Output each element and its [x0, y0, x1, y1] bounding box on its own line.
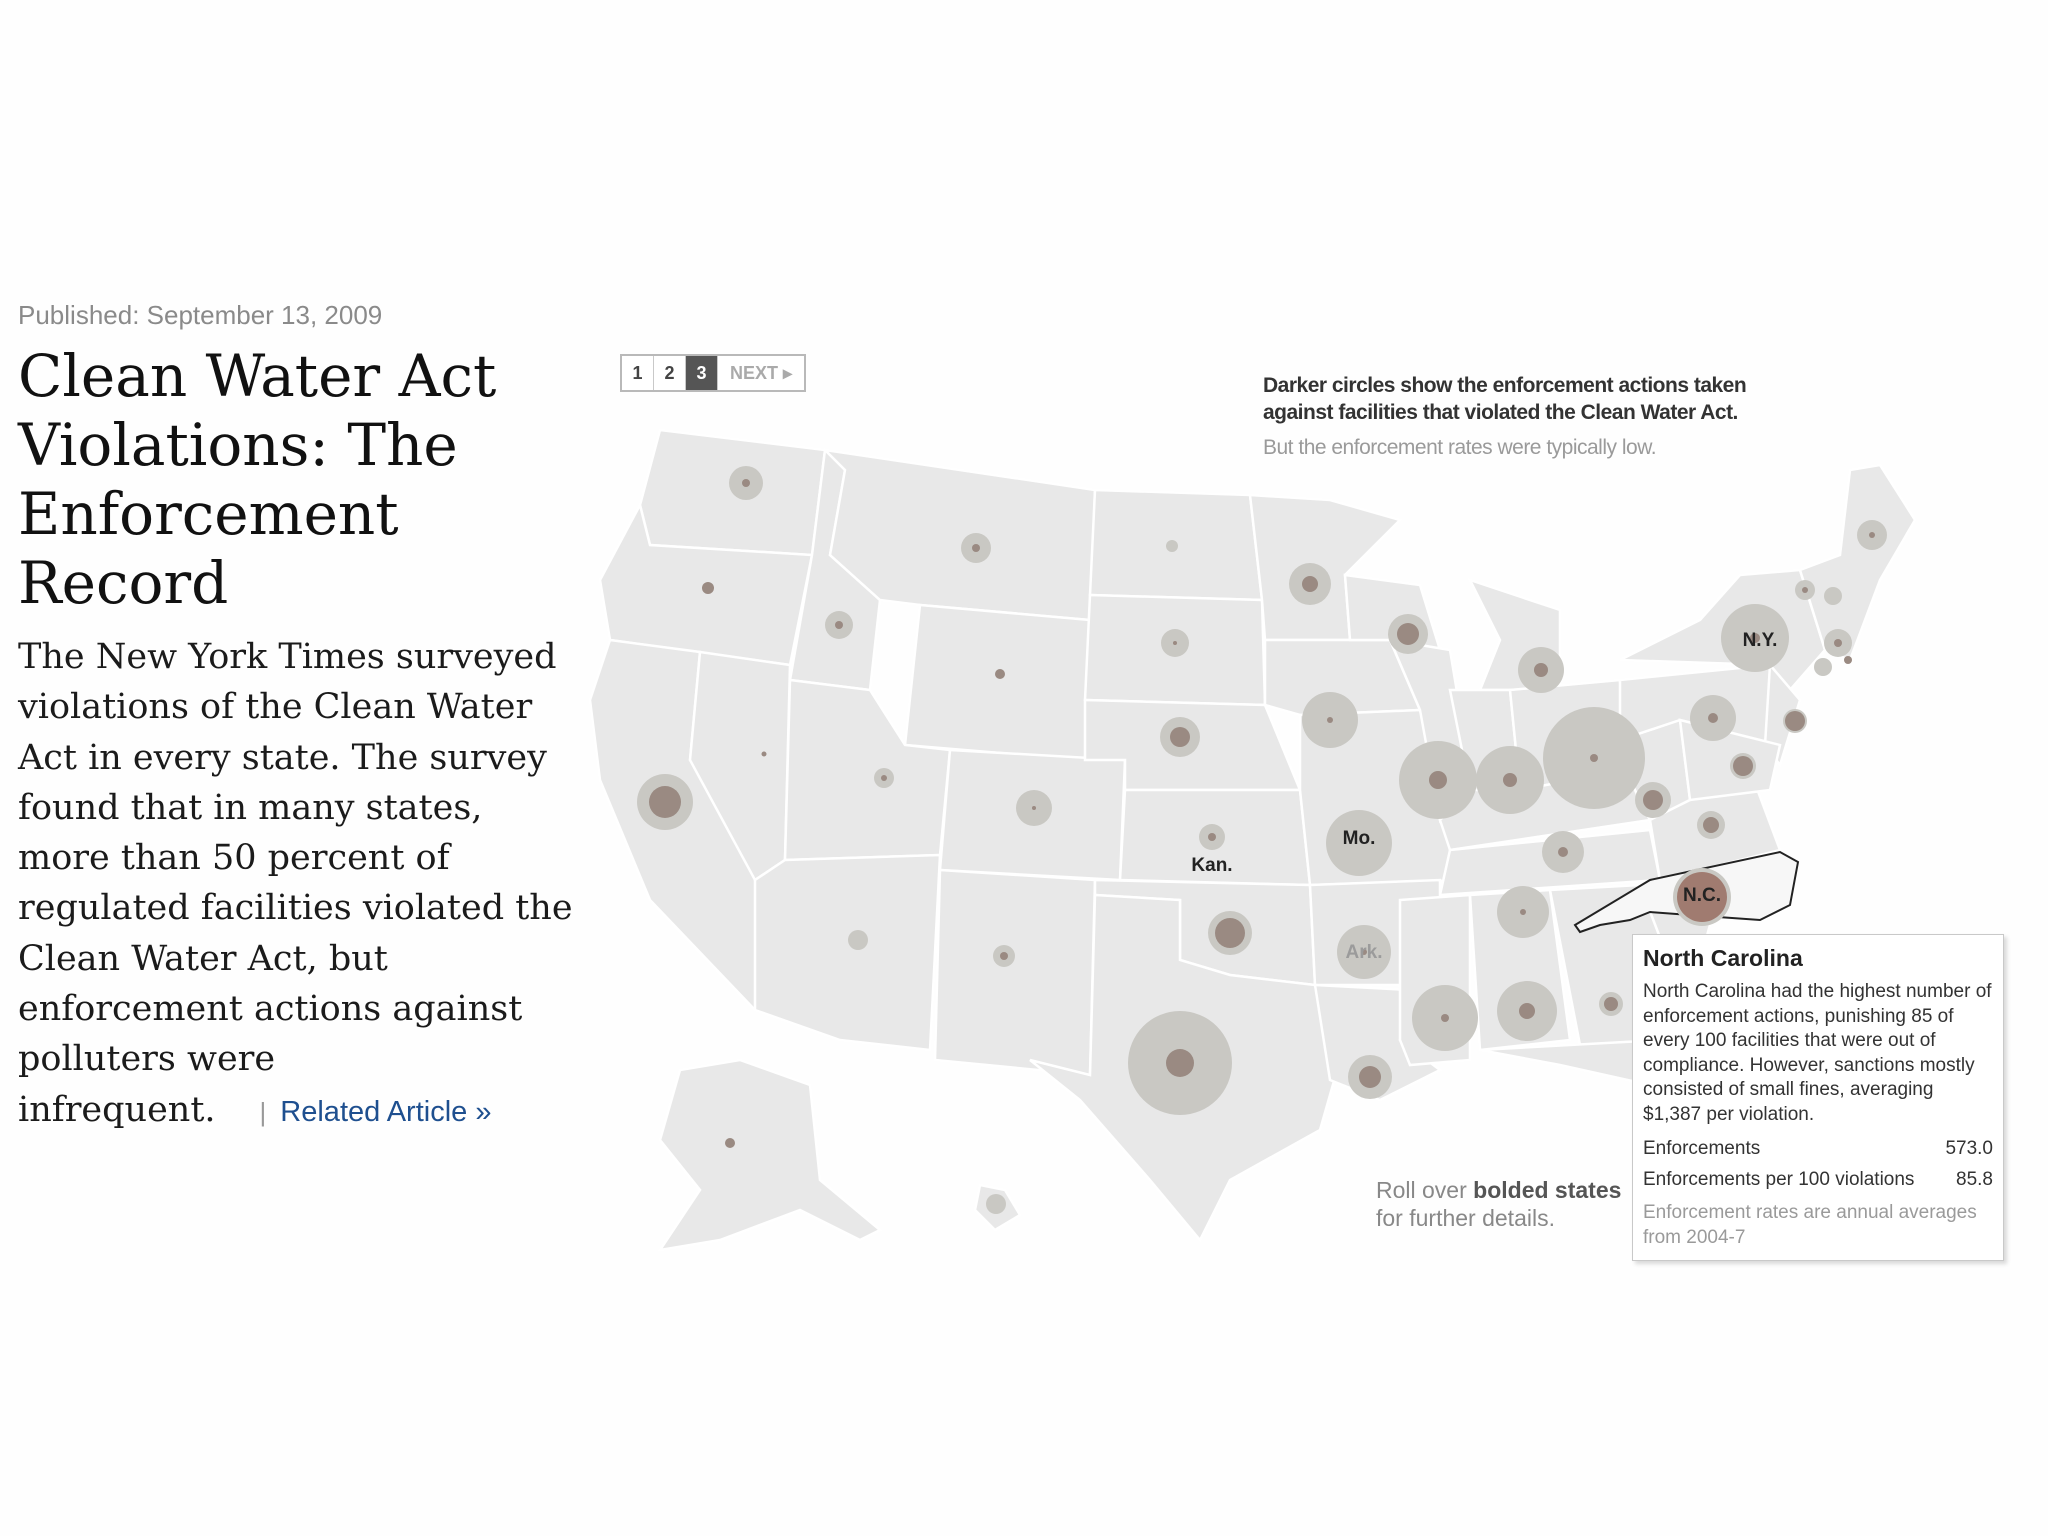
dot-ohio [1590, 754, 1598, 762]
dot-georgia [1604, 997, 1618, 1011]
dot-west-virginia [1643, 790, 1663, 810]
dot-alabama [1519, 1003, 1535, 1019]
dot-kansas [1208, 833, 1216, 841]
tooltip-row-enforcements [1643, 1133, 1993, 1164]
dot-nebraska [1170, 727, 1190, 747]
intro-text: The New York Times surveyed violations of the Clean Water Act in every state. The survey found that in many states, more than 50 percent of regulated facilities violated the Clean Water Act, but enforcement actions against polluters were infrequent. [18, 637, 573, 1130]
tooltip-footnote: Enforcement rates are annual averages from 2004-7 [1643, 1202, 1977, 1248]
dot-pennsylvania [1708, 713, 1718, 723]
dot-washington [742, 479, 750, 487]
dot-iowa [1327, 717, 1333, 723]
link-separator: | [259, 1096, 267, 1127]
state-new-mexico[interactable] [935, 870, 1095, 1075]
rollover-bold: bolded states [1473, 1177, 1622, 1203]
pager [620, 354, 806, 392]
dot-massachusetts [1834, 639, 1842, 647]
circle-new-hampshire [1824, 587, 1842, 605]
dot-tennessee [1520, 909, 1526, 915]
tooltip-title: North Carolina [1643, 945, 1803, 971]
rollover-suffix: for further details. [1376, 1205, 1555, 1231]
dot-oregon [702, 582, 714, 594]
state-alaska[interactable] [660, 1060, 880, 1250]
tooltip-row-value: 573.0 [1945, 1138, 1993, 1159]
dot-texas [1166, 1049, 1194, 1077]
dot-montana [972, 544, 980, 552]
tooltip-row-rate [1643, 1164, 1993, 1195]
page-2-button[interactable]: 2 [654, 356, 686, 390]
tooltip-row-label: Enforcements [1643, 1138, 1761, 1159]
state-arizona[interactable] [755, 855, 940, 1050]
dot-indiana [1503, 773, 1517, 787]
circle-connecticut [1814, 658, 1832, 676]
label-north-carolina[interactable]: N.C. [1683, 885, 1721, 906]
rollover-prefix: Roll over [1376, 1177, 1474, 1203]
page-3-button[interactable]: 3 [686, 356, 718, 390]
circle-hawaii [986, 1194, 1006, 1214]
label-arkansas[interactable]: Ark. [1345, 942, 1383, 963]
dot-illinois [1429, 771, 1447, 789]
dot-michigan [1534, 663, 1548, 677]
map-note [1263, 372, 1783, 461]
published-date: Published: September 13, 2009 [18, 300, 383, 330]
state-wyoming[interactable] [905, 605, 1090, 760]
next-button[interactable]: NEXT ▸ [718, 356, 804, 390]
map-note-primary: Darker circles show the enforcement actions taken against facilities that violated the Clean Water Act. [1263, 374, 1747, 424]
map-note-secondary: But the enforcement rates were typically low. [1263, 436, 1657, 459]
dot-nevada [762, 752, 767, 757]
dot-wisconsin [1397, 623, 1419, 645]
dot-maryland [1733, 756, 1753, 776]
dot-mississippi [1441, 1014, 1449, 1022]
label-kansas[interactable]: Kan. [1191, 855, 1233, 876]
dot-wyoming [995, 669, 1005, 679]
dot-colorado [1032, 806, 1036, 810]
tooltip-row-label: Enforcements per 100 violations [1643, 1169, 1915, 1190]
circle-north-dakota [1166, 540, 1178, 552]
dot-new-mexico [1000, 952, 1008, 960]
dot-rhode-island [1844, 656, 1852, 664]
dot-california [649, 786, 681, 818]
rollover-hint [1376, 1176, 1621, 1232]
dot-oklahoma [1215, 918, 1245, 948]
dot-kentucky [1558, 847, 1568, 857]
dot-south-dakota [1173, 641, 1177, 645]
dot-vermont [1802, 587, 1808, 593]
circle-arizona [848, 930, 868, 950]
dot-idaho [835, 621, 843, 629]
article-title: Clean Water Act Violations: The Enforcement Record [18, 342, 497, 617]
label-missouri[interactable]: Mo. [1342, 828, 1376, 849]
related-article-link[interactable]: Related Article » [280, 1095, 492, 1128]
dot-utah [881, 775, 887, 781]
dot-new-jersey [1785, 711, 1805, 731]
page-1-button[interactable]: 1 [622, 356, 654, 390]
dot-minnesota [1302, 576, 1318, 592]
dot-alaska [725, 1138, 735, 1148]
state-tooltip [1632, 934, 2004, 1261]
dot-maine [1869, 532, 1875, 538]
dot-virginia [1703, 817, 1719, 833]
tooltip-row-value: 85.8 [1956, 1169, 1993, 1190]
label-new-york[interactable]: N.Y. [1742, 630, 1778, 651]
dot-louisiana [1359, 1066, 1381, 1088]
tooltip-description: North Carolina had the highest number of enforcement actions, punishing 85 of every 100 facilities that were out of compliance. However, sanctions mostly consisted of small fines, averaging $1,387 per violation. [1643, 981, 1992, 1125]
